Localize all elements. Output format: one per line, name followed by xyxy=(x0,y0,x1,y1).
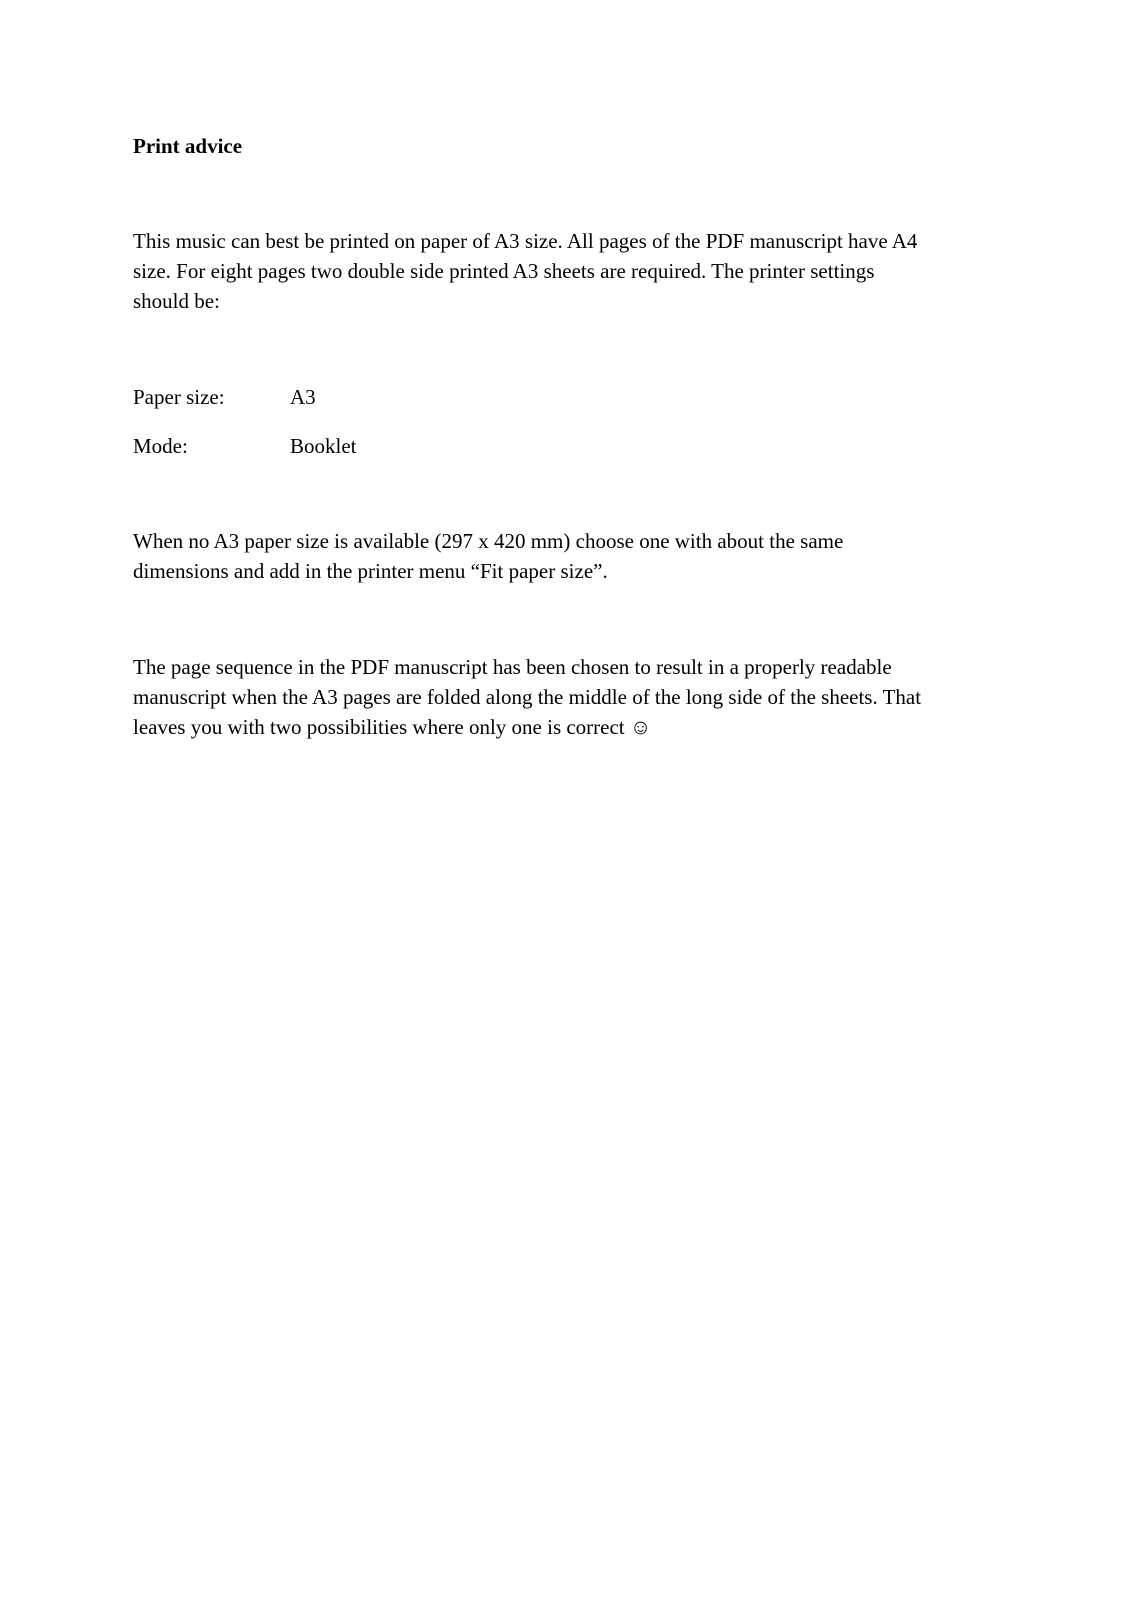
sequence-line: leaves you with two possibilities where only one is correct ☺ xyxy=(133,715,652,739)
fallback-line: dimensions and add in the printer menu “Fit paper size”. xyxy=(133,559,608,583)
intro-line: should be: xyxy=(133,289,220,313)
intro-line: This music can best be printed on paper of A3 size. All pages of the PDF manuscript have A4 xyxy=(133,229,918,253)
setting-value: A3 xyxy=(290,385,316,409)
fallback-paragraph xyxy=(133,526,993,586)
fallback-line: When no A3 paper size is available (297 x 420 mm) choose one with about the same xyxy=(133,529,844,553)
setting-label: Paper size: xyxy=(133,385,225,409)
setting-value: Booklet xyxy=(290,434,357,458)
sequence-line: manuscript when the A3 pages are folded along the middle of the long side of the sheets. That xyxy=(133,685,922,709)
setting-label: Mode: xyxy=(133,434,188,458)
sequence-line: The page sequence in the PDF manuscript has been chosen to result in a properly readable xyxy=(133,655,892,679)
intro-line: size. For eight pages two double side printed A3 sheets are required. The printer settings xyxy=(133,259,875,283)
document-title: Print advice xyxy=(133,134,243,158)
intro-paragraph xyxy=(133,226,993,316)
sequence-paragraph xyxy=(133,652,993,742)
